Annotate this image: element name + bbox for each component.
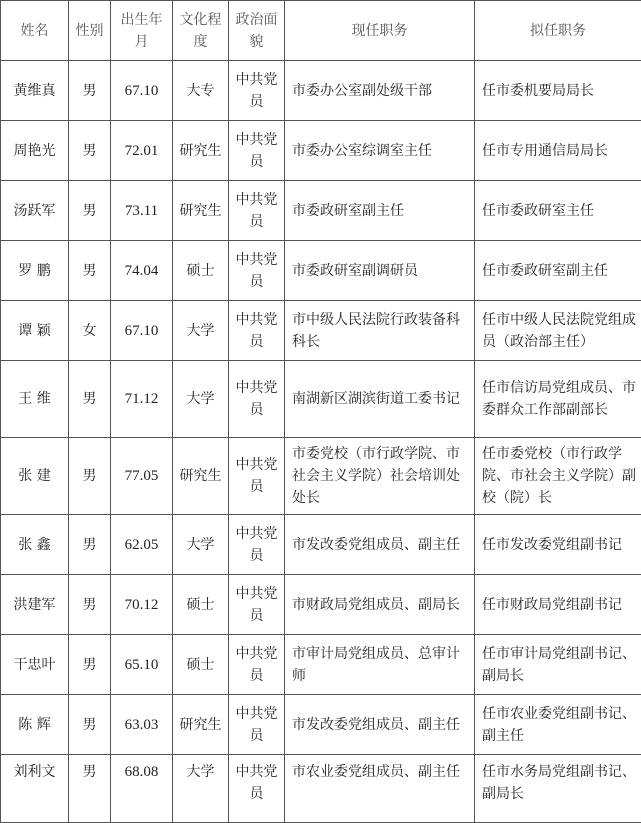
header-name: 姓名 xyxy=(1,1,69,61)
cell-proposed-position: 任市发改委党组副书记 xyxy=(475,515,641,575)
cell-name: 周艳光 xyxy=(1,121,69,181)
cell-birth: 68.08 xyxy=(111,755,173,823)
cell-name: 汤跃军 xyxy=(1,181,69,241)
table-row xyxy=(1,241,641,301)
cell-proposed-position: 任市审计局党组副书记、副局长 xyxy=(475,635,641,695)
table-row xyxy=(1,515,641,575)
cell-current-position: 市发改委党组成员、副主任 xyxy=(285,695,475,755)
cell-education: 大学 xyxy=(173,301,229,361)
header-gender: 性别 xyxy=(69,1,111,61)
cell-birth: 71.12 xyxy=(111,361,173,438)
cell-current-position: 市中级人民法院行政装备科科长 xyxy=(285,301,475,361)
cell-current-position: 市委办公室综调室主任 xyxy=(285,121,475,181)
cell-proposed-position: 任市水务局党组副书记、副局长 xyxy=(475,755,641,823)
cell-gender: 男 xyxy=(69,575,111,635)
cell-name: 张 建 xyxy=(1,438,69,515)
cell-gender: 男 xyxy=(69,121,111,181)
cell-education: 研究生 xyxy=(173,121,229,181)
cell-current-position: 市发改委党组成员、副主任 xyxy=(285,515,475,575)
cell-gender: 男 xyxy=(69,515,111,575)
cell-proposed-position: 任市信访局党组成员、市委群众工作部副部长 xyxy=(475,361,641,438)
table-row xyxy=(1,438,641,515)
cell-current-position: 市审计局党组成员、总审计师 xyxy=(285,635,475,695)
cell-name: 张 鑫 xyxy=(1,515,69,575)
table-row xyxy=(1,121,641,181)
cell-education: 硕士 xyxy=(173,575,229,635)
cell-current-position: 市财政局党组成员、副局长 xyxy=(285,575,475,635)
cell-birth: 67.10 xyxy=(111,301,173,361)
cell-proposed-position: 任市委政研室主任 xyxy=(475,181,641,241)
table-row xyxy=(1,755,641,823)
cell-political: 中共党员 xyxy=(229,575,285,635)
cell-gender: 男 xyxy=(69,361,111,438)
cell-political: 中共党员 xyxy=(229,635,285,695)
table-row xyxy=(1,695,641,755)
cell-political: 中共党员 xyxy=(229,361,285,438)
cell-political: 中共党员 xyxy=(229,695,285,755)
cell-current-position: 市委政研室副调研员 xyxy=(285,241,475,301)
cell-birth: 63.03 xyxy=(111,695,173,755)
header-row xyxy=(1,1,641,61)
cell-gender: 男 xyxy=(69,181,111,241)
cell-political: 中共党员 xyxy=(229,181,285,241)
cell-birth: 77.05 xyxy=(111,438,173,515)
cell-education: 大学 xyxy=(173,755,229,823)
cell-education: 硕士 xyxy=(173,241,229,301)
cell-name: 洪建军 xyxy=(1,575,69,635)
cell-name: 干忠叶 xyxy=(1,635,69,695)
cell-education: 研究生 xyxy=(173,181,229,241)
cell-birth: 74.04 xyxy=(111,241,173,301)
cell-current-position: 市委政研室副主任 xyxy=(285,181,475,241)
cell-birth: 72.01 xyxy=(111,121,173,181)
cell-gender: 男 xyxy=(69,695,111,755)
cell-political: 中共党员 xyxy=(229,755,285,823)
header-current-position: 现任职务 xyxy=(285,1,475,61)
cell-education: 大学 xyxy=(173,361,229,438)
cell-education: 大专 xyxy=(173,61,229,121)
cell-current-position: 市委办公室副处级干部 xyxy=(285,61,475,121)
cell-birth: 62.05 xyxy=(111,515,173,575)
cell-gender: 女 xyxy=(69,301,111,361)
cell-gender: 男 xyxy=(69,755,111,823)
cell-name: 王 维 xyxy=(1,361,69,438)
cell-birth: 65.10 xyxy=(111,635,173,695)
cell-current-position: 南湖新区湖滨街道工委书记 xyxy=(285,361,475,438)
cell-birth: 70.12 xyxy=(111,575,173,635)
cell-gender: 男 xyxy=(69,635,111,695)
cell-current-position: 市委党校（市行政学院、市社会主义学院）社会培训处处长 xyxy=(285,438,475,515)
cell-birth: 67.10 xyxy=(111,61,173,121)
table-row xyxy=(1,181,641,241)
cell-proposed-position: 任市中级人民法院党组成员（政治部主任） xyxy=(475,301,641,361)
cell-gender: 男 xyxy=(69,241,111,301)
cell-political: 中共党员 xyxy=(229,301,285,361)
cell-birth: 73.11 xyxy=(111,181,173,241)
header-education: 文化程度 xyxy=(173,1,229,61)
cell-proposed-position: 任市委机要局局长 xyxy=(475,61,641,121)
table-row xyxy=(1,61,641,121)
cell-education: 研究生 xyxy=(173,438,229,515)
cell-name: 罗 鹏 xyxy=(1,241,69,301)
cell-education: 研究生 xyxy=(173,695,229,755)
cell-political: 中共党员 xyxy=(229,438,285,515)
table-row xyxy=(1,575,641,635)
cell-name: 陈 辉 xyxy=(1,695,69,755)
cell-name: 谭 颖 xyxy=(1,301,69,361)
cell-political: 中共党员 xyxy=(229,61,285,121)
table-row xyxy=(1,361,641,438)
cell-name: 刘利文 xyxy=(1,755,69,823)
cell-proposed-position: 任市农业委党组副书记、副主任 xyxy=(475,695,641,755)
header-political: 政治面貌 xyxy=(229,1,285,61)
cell-gender: 男 xyxy=(69,61,111,121)
cell-current-position: 市农业委党组成员、副主任 xyxy=(285,755,475,823)
header-proposed-position: 拟任职务 xyxy=(475,1,641,61)
cell-gender: 男 xyxy=(69,438,111,515)
table-row xyxy=(1,301,641,361)
cell-political: 中共党员 xyxy=(229,515,285,575)
cell-proposed-position: 任市财政局党组副书记 xyxy=(475,575,641,635)
table-row xyxy=(1,635,641,695)
cell-proposed-position: 任市委政研室副主任 xyxy=(475,241,641,301)
header-birth: 出生年月 xyxy=(111,1,173,61)
cell-name: 黄维真 xyxy=(1,61,69,121)
cell-education: 硕士 xyxy=(173,635,229,695)
cell-political: 中共党员 xyxy=(229,121,285,181)
cell-proposed-position: 任市委党校（市行政学院、市社会主义学院）副校（院）长 xyxy=(475,438,641,515)
cell-education: 大学 xyxy=(173,515,229,575)
cell-proposed-position: 任市专用通信局局长 xyxy=(475,121,641,181)
cell-political: 中共党员 xyxy=(229,241,285,301)
